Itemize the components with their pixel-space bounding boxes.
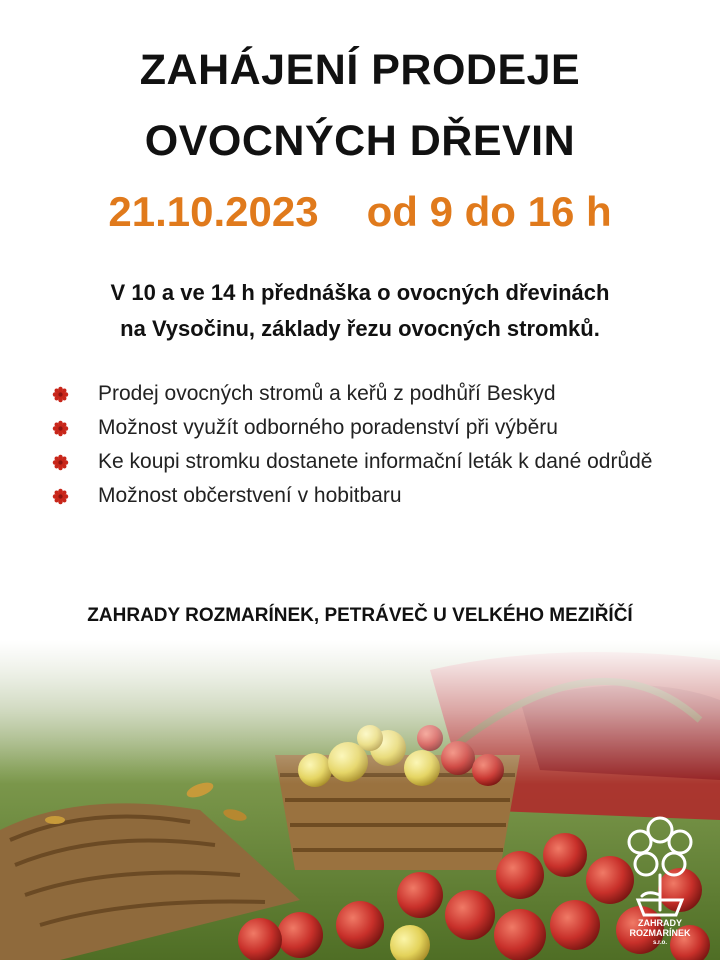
red-flower-bullet-icon xyxy=(52,386,69,403)
lecture-line-2: na Vysočinu, základy řezu ovocných stromků. xyxy=(120,316,600,341)
feature-text: Možnost občerstvení v hobitbaru xyxy=(98,484,402,507)
title-line-1: ZAHÁJENÍ PRODEJE xyxy=(139,46,581,94)
red-flower-bullet-icon xyxy=(52,420,69,437)
logo-text-line-2: ROZMARÍNEK xyxy=(629,928,691,938)
feature-item xyxy=(52,378,702,410)
feature-list xyxy=(52,378,702,514)
venue-name: ZAHRADY ROZMARÍNEK, PETRÁVEČ U VELKÉHO MEZIŘÍČÍ xyxy=(87,605,633,626)
logo-text-line-3: s.r.o. xyxy=(652,940,667,946)
red-flower-bullet-icon xyxy=(52,488,69,505)
feature-text: Prodej ovocných stromů a keřů z podhůří Beskyd xyxy=(98,382,556,405)
feature-text: Ke koupi stromku dostanete informační leták k dané odrůdě xyxy=(98,450,653,473)
feature-item xyxy=(52,446,702,478)
title-line-2: OVOCNÝCH DŘEVIN xyxy=(144,117,576,165)
feature-text: Možnost využít odborného poradenství při výběru xyxy=(98,416,558,439)
feature-item xyxy=(52,480,702,512)
logo-text-line-1: ZAHRADY xyxy=(638,918,682,928)
event-date: 21.10.2023 xyxy=(108,188,319,235)
event-time: od 9 do 16 h xyxy=(366,188,612,235)
red-flower-bullet-icon xyxy=(52,454,69,471)
feature-item xyxy=(52,412,702,444)
lecture-line-1: V 10 a ve 14 h přednáška o ovocných dřevinách xyxy=(110,280,610,305)
date-time-line xyxy=(0,184,720,240)
